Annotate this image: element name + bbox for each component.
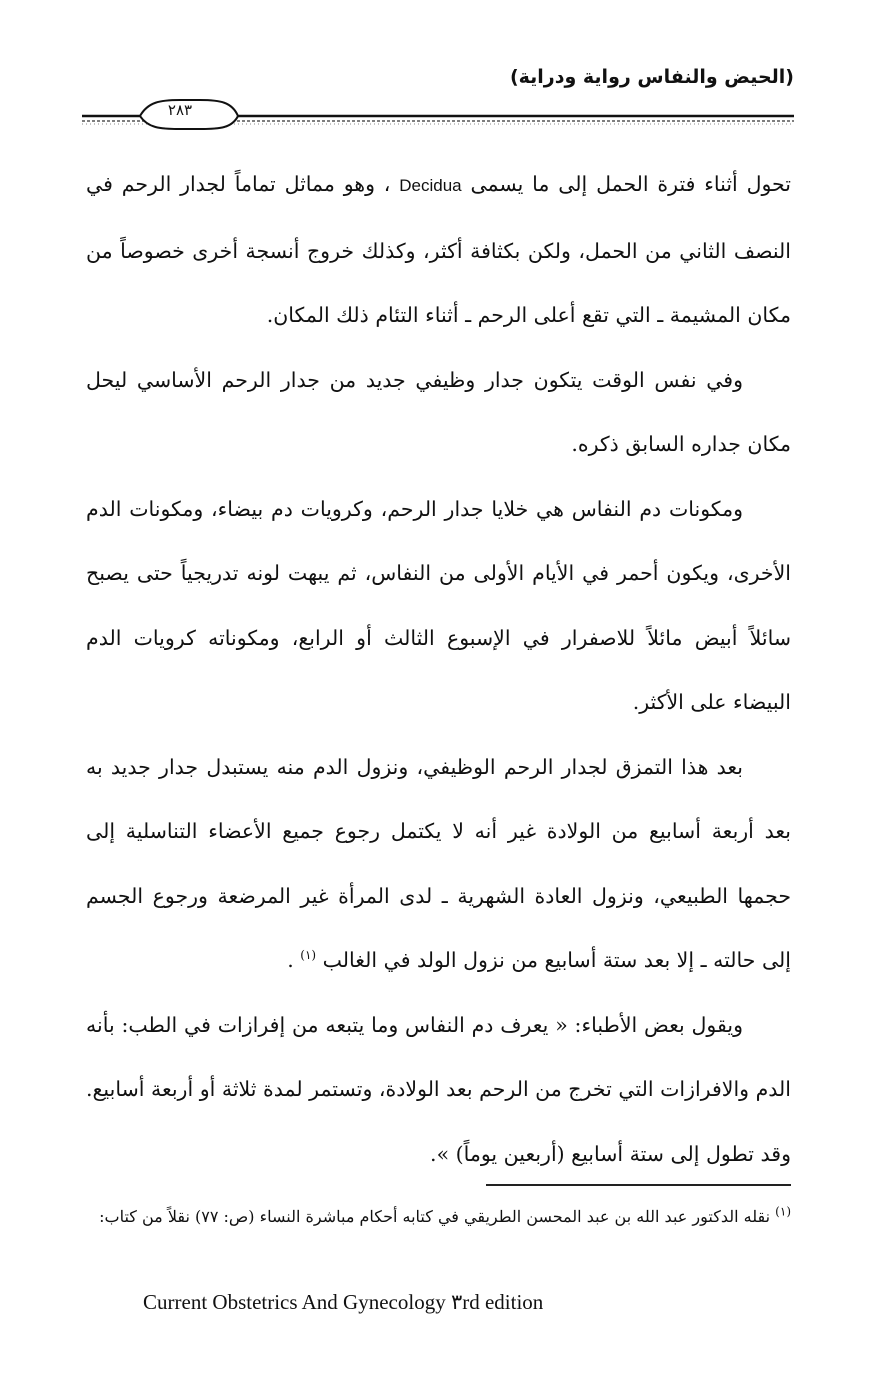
page-number: ٢٨٣ bbox=[167, 101, 193, 119]
paragraph-1 bbox=[86, 152, 791, 348]
paragraph-3: ومكونات دم النفاس هي خلايا جدار الرحم، وكرويات دم بيضاء، ومكونات الدم الأخرى، ويكون أحمر في الأيام الأولى من النفاس، ثم يبهت لونه تدريجياً حتى يصبح سائلاً أبيض مائلاً للاصفرار في الإسبوع الثالث أو الرابع، ومكوناته كرويات الدم البيضاء على الأكثر. bbox=[86, 496, 791, 714]
paragraph-4 bbox=[86, 735, 791, 993]
footnote-mark: (١) bbox=[775, 1204, 791, 1219]
footnote-separator bbox=[486, 1184, 791, 1186]
paragraph-1-before: تحول أثناء فترة الحمل إلى ما يسمى bbox=[461, 172, 791, 196]
term-decidua: Decidua bbox=[399, 176, 462, 195]
paragraph-4-text: بعد هذا التمزق لجدار الرحم الوظيفي، ونزول الدم منه يستبدل جدار جديد به بعد أربعة أسابيع من الولادة غير أنه لا يكتمل رجوع جميع الأعضاء التناسلية إلى حجمها الطبيعي، ونزول العادة الشهرية ـ لدى المرأة غير المرضعة ورجوع الجسم إلى حالته ـ إلا بعد ستة أسابيع من نزول الولد في الغالب bbox=[86, 754, 791, 972]
footnote-text: نقله الدكتور عبد الله بن عبد المحسن الطريقي في كتابه أحكام مباشرة النساء (ص: ٧٧) نقلاً من كتاب: bbox=[99, 1207, 776, 1226]
footnote-reference[interactable]: (١) bbox=[300, 948, 317, 963]
footnote-source-title: Current Obstetrics And Gynecology ٣rd edition bbox=[143, 1290, 544, 1314]
paragraph-1-after: ، وهو مماثل تماماً لجدار الرحم في النصف الثاني من الحمل، ولكن بكثافة أكثر، وكذلك خروج أنسجة أخرى خصوصاً من مكان المشيمة ـ التي تقع أعلى الرحم ـ أثناء التئام ذلك المكان. bbox=[86, 172, 791, 327]
paragraph-5: ويقول بعض الأطباء: « يعرف دم النفاس وما يتبعه من إفرازات في الطب: بأنه الدم والافرازات التي تخرج من الرحم بعد الولادة، وتستمر لمدة ثلاثة أو أربعة أسابيع. وقد تطول إلى ستة أسابيع (أربعين يوماً) ». bbox=[86, 1012, 791, 1166]
footnote bbox=[86, 1198, 791, 1236]
body-text bbox=[86, 152, 791, 1186]
footnote-1 bbox=[86, 1198, 791, 1236]
paragraph-2: وفي نفس الوقت يتكون جدار وظيفي جديد من جدار الرحم الأساسي ليحل مكان جداره السابق ذكره. bbox=[86, 367, 791, 456]
running-header-title: (الحيض والنفاس رواية ودراية) bbox=[509, 66, 794, 88]
paragraph-4-end: . bbox=[287, 948, 301, 972]
